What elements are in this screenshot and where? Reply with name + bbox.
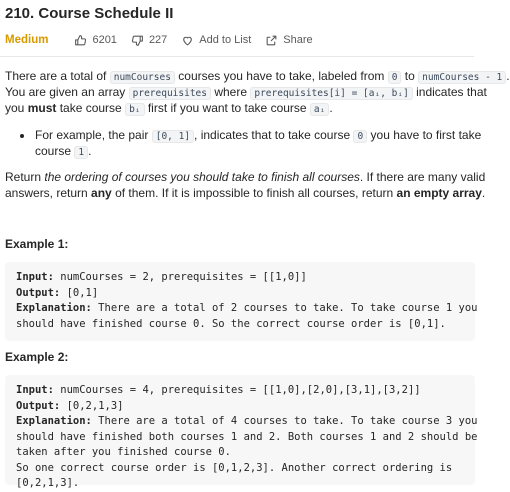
text: you have to first take xyxy=(367,128,482,142)
problem-meta-bar xyxy=(5,32,327,48)
like-button[interactable] xyxy=(74,34,116,47)
italic-text: the ordering of courses you should take to finish all courses xyxy=(44,170,360,184)
input-label: Input: xyxy=(16,384,54,396)
explanation-line: There are a total of 4 courses to take. To take course 3 you xyxy=(91,415,478,427)
share-button[interactable] xyxy=(265,34,312,47)
difficulty-badge: Medium xyxy=(5,34,49,46)
text: For example, the pair xyxy=(35,128,152,142)
thumbs-down-icon xyxy=(131,34,144,47)
text: , indicates that to take course xyxy=(194,128,354,142)
inline-code: numCourses xyxy=(110,71,175,84)
text: Return xyxy=(5,170,45,184)
text: . xyxy=(506,69,510,83)
explanation-label: Explanation: xyxy=(16,302,92,314)
bold-text: any xyxy=(91,186,112,200)
input-value: numCourses = 4, prerequisites = [[1,0],[2,0],[3,1],[3,2]] xyxy=(53,384,421,396)
text: where xyxy=(211,85,251,99)
text: course xyxy=(35,144,75,158)
text: There are a total of xyxy=(5,69,110,83)
example-2-heading: Example 2: xyxy=(5,350,69,364)
text: take course xyxy=(56,101,126,115)
text: of them. If it is impossible to finish all courses, return xyxy=(111,186,397,200)
description-line-3 xyxy=(5,100,475,119)
output-label: Output: xyxy=(16,286,61,299)
inline-code: 0 xyxy=(353,130,367,143)
text: courses you have to take, labeled from xyxy=(174,69,388,83)
dislike-count: 227 xyxy=(148,34,168,46)
example-2-block xyxy=(5,375,478,489)
explanation-line: taken after you finished course 0. xyxy=(16,446,231,458)
header-divider xyxy=(0,56,474,57)
add-to-list-button[interactable] xyxy=(181,34,251,47)
text: You are given an array xyxy=(5,85,129,99)
explanation-line: should have finished both courses 1 and 2. Both courses 1 and 2 should be xyxy=(16,430,478,443)
text: to xyxy=(401,69,419,83)
text: . If there are many valid xyxy=(359,170,486,184)
input-label: Input: xyxy=(16,271,54,283)
output-label: Output: xyxy=(16,399,61,412)
heart-icon xyxy=(181,34,194,47)
input-value: numCourses = 2, prerequisites = [[1,0]] xyxy=(53,271,307,283)
inline-code: prerequisites[i] = [aᵢ, bᵢ] xyxy=(250,87,412,100)
inline-code: numCourses - 1 xyxy=(418,71,506,84)
inline-code: [0, 1] xyxy=(152,130,194,143)
like-count: 6201 xyxy=(92,34,117,46)
bullet-marker xyxy=(20,134,24,138)
explanation-line: should have finished course 0. So the correct course order is [0,1]. xyxy=(16,317,446,330)
explanation-label: Explanation: xyxy=(16,415,92,427)
text: first if you want to take course xyxy=(144,101,310,115)
return-line-2 xyxy=(5,185,486,202)
output-value: [0,1] xyxy=(60,286,99,299)
inline-code: 0 xyxy=(388,71,402,84)
text: indicates that xyxy=(412,85,487,99)
inline-code: 1 xyxy=(74,146,88,159)
problem-title: 210. Course Schedule II xyxy=(5,5,174,22)
text: . xyxy=(481,186,486,200)
add-to-list-label: Add to List xyxy=(199,34,252,46)
bold-text: must xyxy=(27,101,57,115)
inline-code: aᵢ xyxy=(310,103,329,116)
example-1-block xyxy=(5,262,478,341)
explanation-line: So one correct course order is [0,1,2,3]. Another correct ordering is xyxy=(16,461,453,474)
share-icon xyxy=(265,34,278,47)
text: you xyxy=(5,101,28,115)
inline-code: prerequisites xyxy=(129,87,211,100)
inline-code: bᵢ xyxy=(125,103,144,116)
text: . xyxy=(88,144,92,158)
output-value: [0,2,1,3] xyxy=(60,399,124,412)
example-1-heading: Example 1: xyxy=(5,237,69,251)
dislike-button[interactable] xyxy=(131,34,167,47)
thumbs-up-icon xyxy=(74,34,87,47)
text: answers, return xyxy=(5,186,92,200)
bullet-line-2 xyxy=(35,143,475,162)
bold-text: an empty array xyxy=(396,186,482,200)
share-label: Share xyxy=(283,34,313,46)
text: . xyxy=(329,101,333,115)
return-line-1 xyxy=(5,169,486,186)
explanation-line: [0,2,1,3]. xyxy=(16,477,80,489)
explanation-line: There are a total of 2 courses to take. To take course 1 you xyxy=(91,302,478,314)
